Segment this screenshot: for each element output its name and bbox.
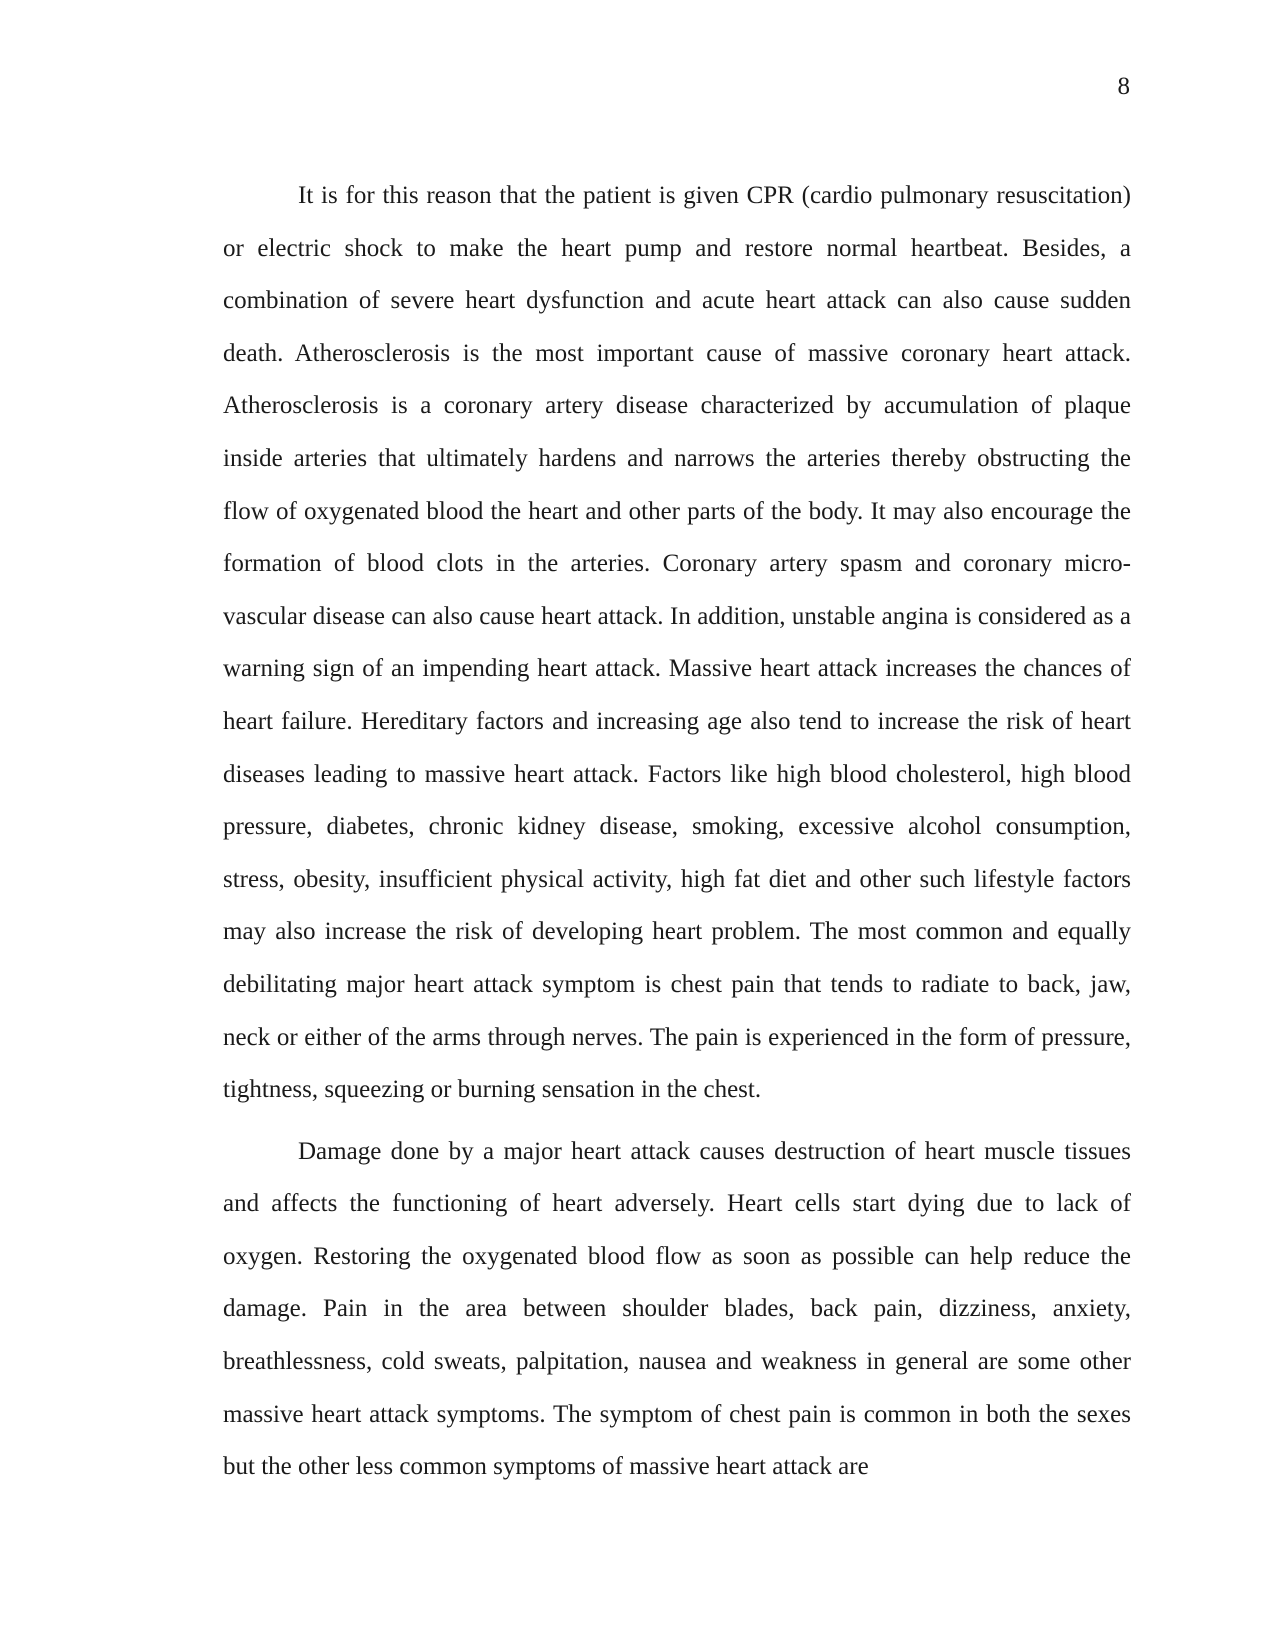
paragraph-heart-damage-symptoms: Damage done by a major heart attack causes destruction of heart muscle tissues and affects the functioning of heart adversely. Heart cells start dying due to lack of oxygen. Restoring the oxygenated blood flow as soon as possible can help reduce the damage. Pain in the area between shoulder blades, back pain, dizziness, anxiety, breathlessness, cold sweats, palpitation, nausea and weakness in general are some other massive heart attack symptoms. The symptom of chest pain is common in both the sexes but the other less common symptoms of massive heart attack are [223,1137,1131,1481]
page-number: 8 [1117,73,1130,100]
document-body [223,170,1131,1494]
paragraph-cpr-atherosclerosis: It is for this reason that the patient is given CPR (cardio pulmonary resuscitation) or electric shock to make the heart pump and restore normal heartbeat. Besides, a combination of severe heart dysfunction and acute heart attack can also cause sudden death. Atherosclerosis is the most important cause of massive coronary heart attack. Atherosclerosis is a coronary artery disease characterized by accumulation of plaque inside arteries that ultimately hardens and narrows the arteries thereby obstructing the flow of oxygenated blood the heart and other parts of the body. It may also encourage the formation of blood clots in the arteries. Coronary artery spasm and coronary micro-vascular disease can also cause heart attack. In addition, unstable angina is considered as a warning sign of an impending heart attack. Massive heart attack increases the chances of heart failure. Hereditary factors and increasing age also tend to increase the risk of heart diseases leading to massive heart attack. Factors like high blood cholesterol, high blood pressure, diabetes, chronic kidney disease, smoking, excessive alcohol consumption, stress, obesity, insufficient physical activity, high fat diet and other such lifestyle factors may also increase the risk of developing heart problem. The most common and equally debilitating major heart attack symptom is chest pain that tends to radiate to back, jaw, neck or either of the arms through nerves. The pain is experienced in the form of pressure, tightness, squeezing or burning sensation in the chest. [223,182,1131,1104]
